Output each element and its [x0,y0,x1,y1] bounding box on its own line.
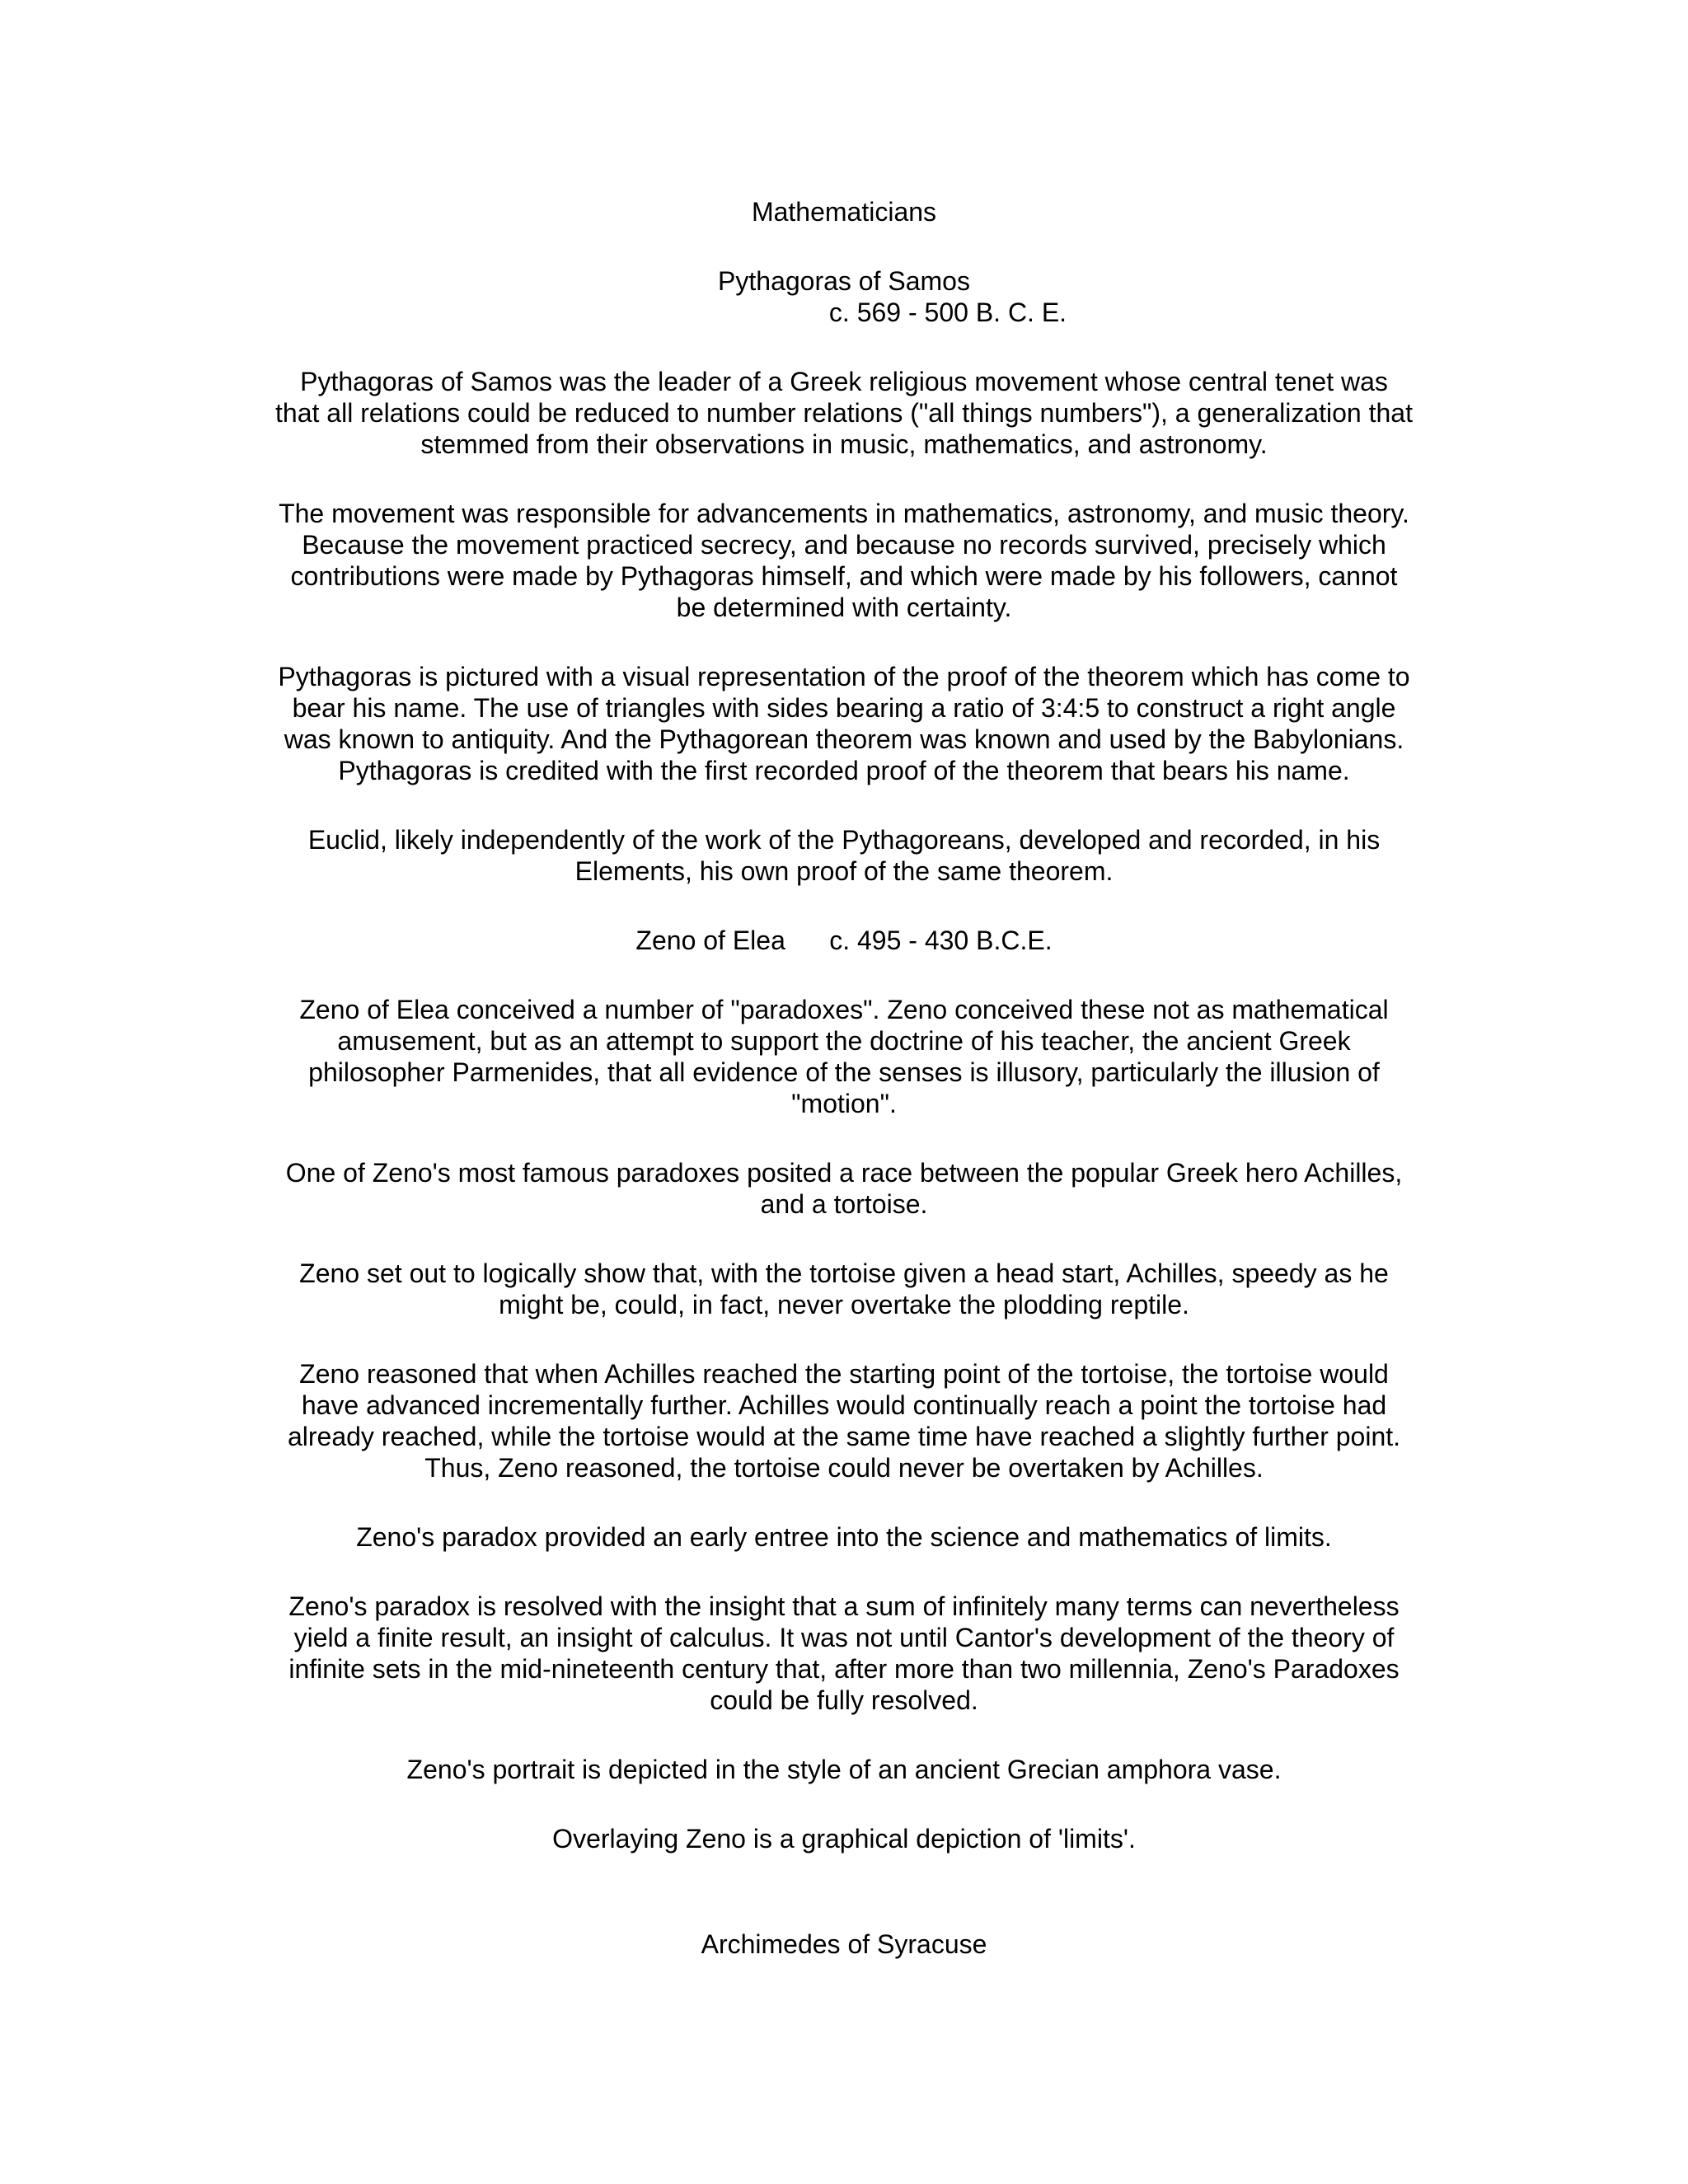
paragraph-line: Euclid, likely independently of the work of the Pythagoreans, developed and recorded, in his [307,825,1381,855]
paragraph-line: and a tortoise. [760,1189,928,1219]
paragraph-line: bear his name. The use of triangles with sides bearing a ratio of 3:4:5 to construct a right angle [292,693,1396,723]
paragraph-line: Because the movement practiced secrecy, and because no records survived, precisely which [302,530,1386,560]
paragraph-line: Zeno's paradox provided an early entree into the science and mathematics of limits. [356,1522,1332,1552]
section-dates-pythagoras: c. 569 - 500 B. C. E. [828,298,1067,327]
section-heading-archimedes: Archimedes of Syracuse [701,1929,987,1959]
paragraph-line: contributions were made by Pythagoras himself, and which were made by his followers, cannot [290,561,1398,591]
paragraph-line: Zeno reasoned that when Achilles reached the starting point of the tortoise, the tortoise would [299,1359,1389,1389]
paragraph-line: philosopher Parmenides, that all evidence of the senses is illusory, particularly the illusion of [308,1057,1380,1087]
paragraph-line: yield a finite result, an insight of calculus. It was not until Cantor's development of the theory of [293,1623,1395,1652]
paragraph-line: One of Zeno's most famous paradoxes posited a race between the popular Greek hero Achilles, [285,1158,1403,1188]
paragraph-line: Zeno of Elea conceived a number of "paradoxes". Zeno conceived these not as mathematical [299,995,1389,1024]
paragraph-line: Overlaying Zeno is a graphical depiction of 'limits'. [552,1824,1136,1854]
paragraph-line: stemmed from their observations in music, mathematics, and astronomy. [420,429,1268,459]
paragraph-line: was known to antiquity. And the Pythagorean theorem was known and used by the Babylonians. [284,724,1404,754]
paragraph-line: "motion". [791,1089,897,1118]
paragraph-line: already reached, while the tortoise would at the same time have reached a slightly further point. [287,1422,1401,1451]
section-heading-zeno: Zeno of Elea c. 495 - 430 B.C.E. [635,926,1053,955]
paragraph-line: Elements, his own proof of the same theorem. [574,856,1114,886]
paragraph-line: Thus, Zeno reasoned, the tortoise could never be overtaken by Achilles. [424,1453,1264,1483]
paragraph-line: could be fully resolved. [710,1685,978,1715]
paragraph-line: Zeno's paradox is resolved with the insight that a sum of infinitely many terms can nevertheless [288,1591,1400,1621]
paragraph-line: Zeno set out to logically show that, with the tortoise given a head start, Achilles, speedy as he [299,1258,1389,1288]
paragraph-line: might be, could, in fact, never overtake the plodding reptile. [499,1290,1189,1319]
document-title: Mathematicians [751,197,937,227]
section-heading-pythagoras: Pythagoras of Samos [718,266,970,296]
paragraph-line: be determined with certainty. [676,593,1012,622]
paragraph-line: that all relations could be reduced to number relations ("all things numbers"), a generalization that [275,398,1413,428]
paragraph-line: Zeno's portrait is depicted in the style of an ancient Grecian amphora vase. [406,1755,1282,1784]
paragraph-line: The movement was responsible for advancements in mathematics, astronomy, and music theory. [279,499,1409,528]
paragraph-line: Pythagoras is credited with the first recorded proof of the theorem that bears his name. [338,756,1350,785]
paragraph-line: have advanced incrementally further. Achilles would continually reach a point the tortoise had [301,1390,1387,1420]
paragraph-line: amusement, but as an attempt to support the doctrine of his teacher, the ancient Greek [337,1026,1351,1056]
paragraph-line: Pythagoras of Samos was the leader of a Greek religious movement whose central tenet was [300,367,1388,396]
paragraph-line: infinite sets in the mid-nineteenth century that, after more than two millennia, Zeno's Paradoxes [288,1654,1400,1684]
paragraph-line: Pythagoras is pictured with a visual representation of the proof of the theorem which has come to [278,662,1410,691]
